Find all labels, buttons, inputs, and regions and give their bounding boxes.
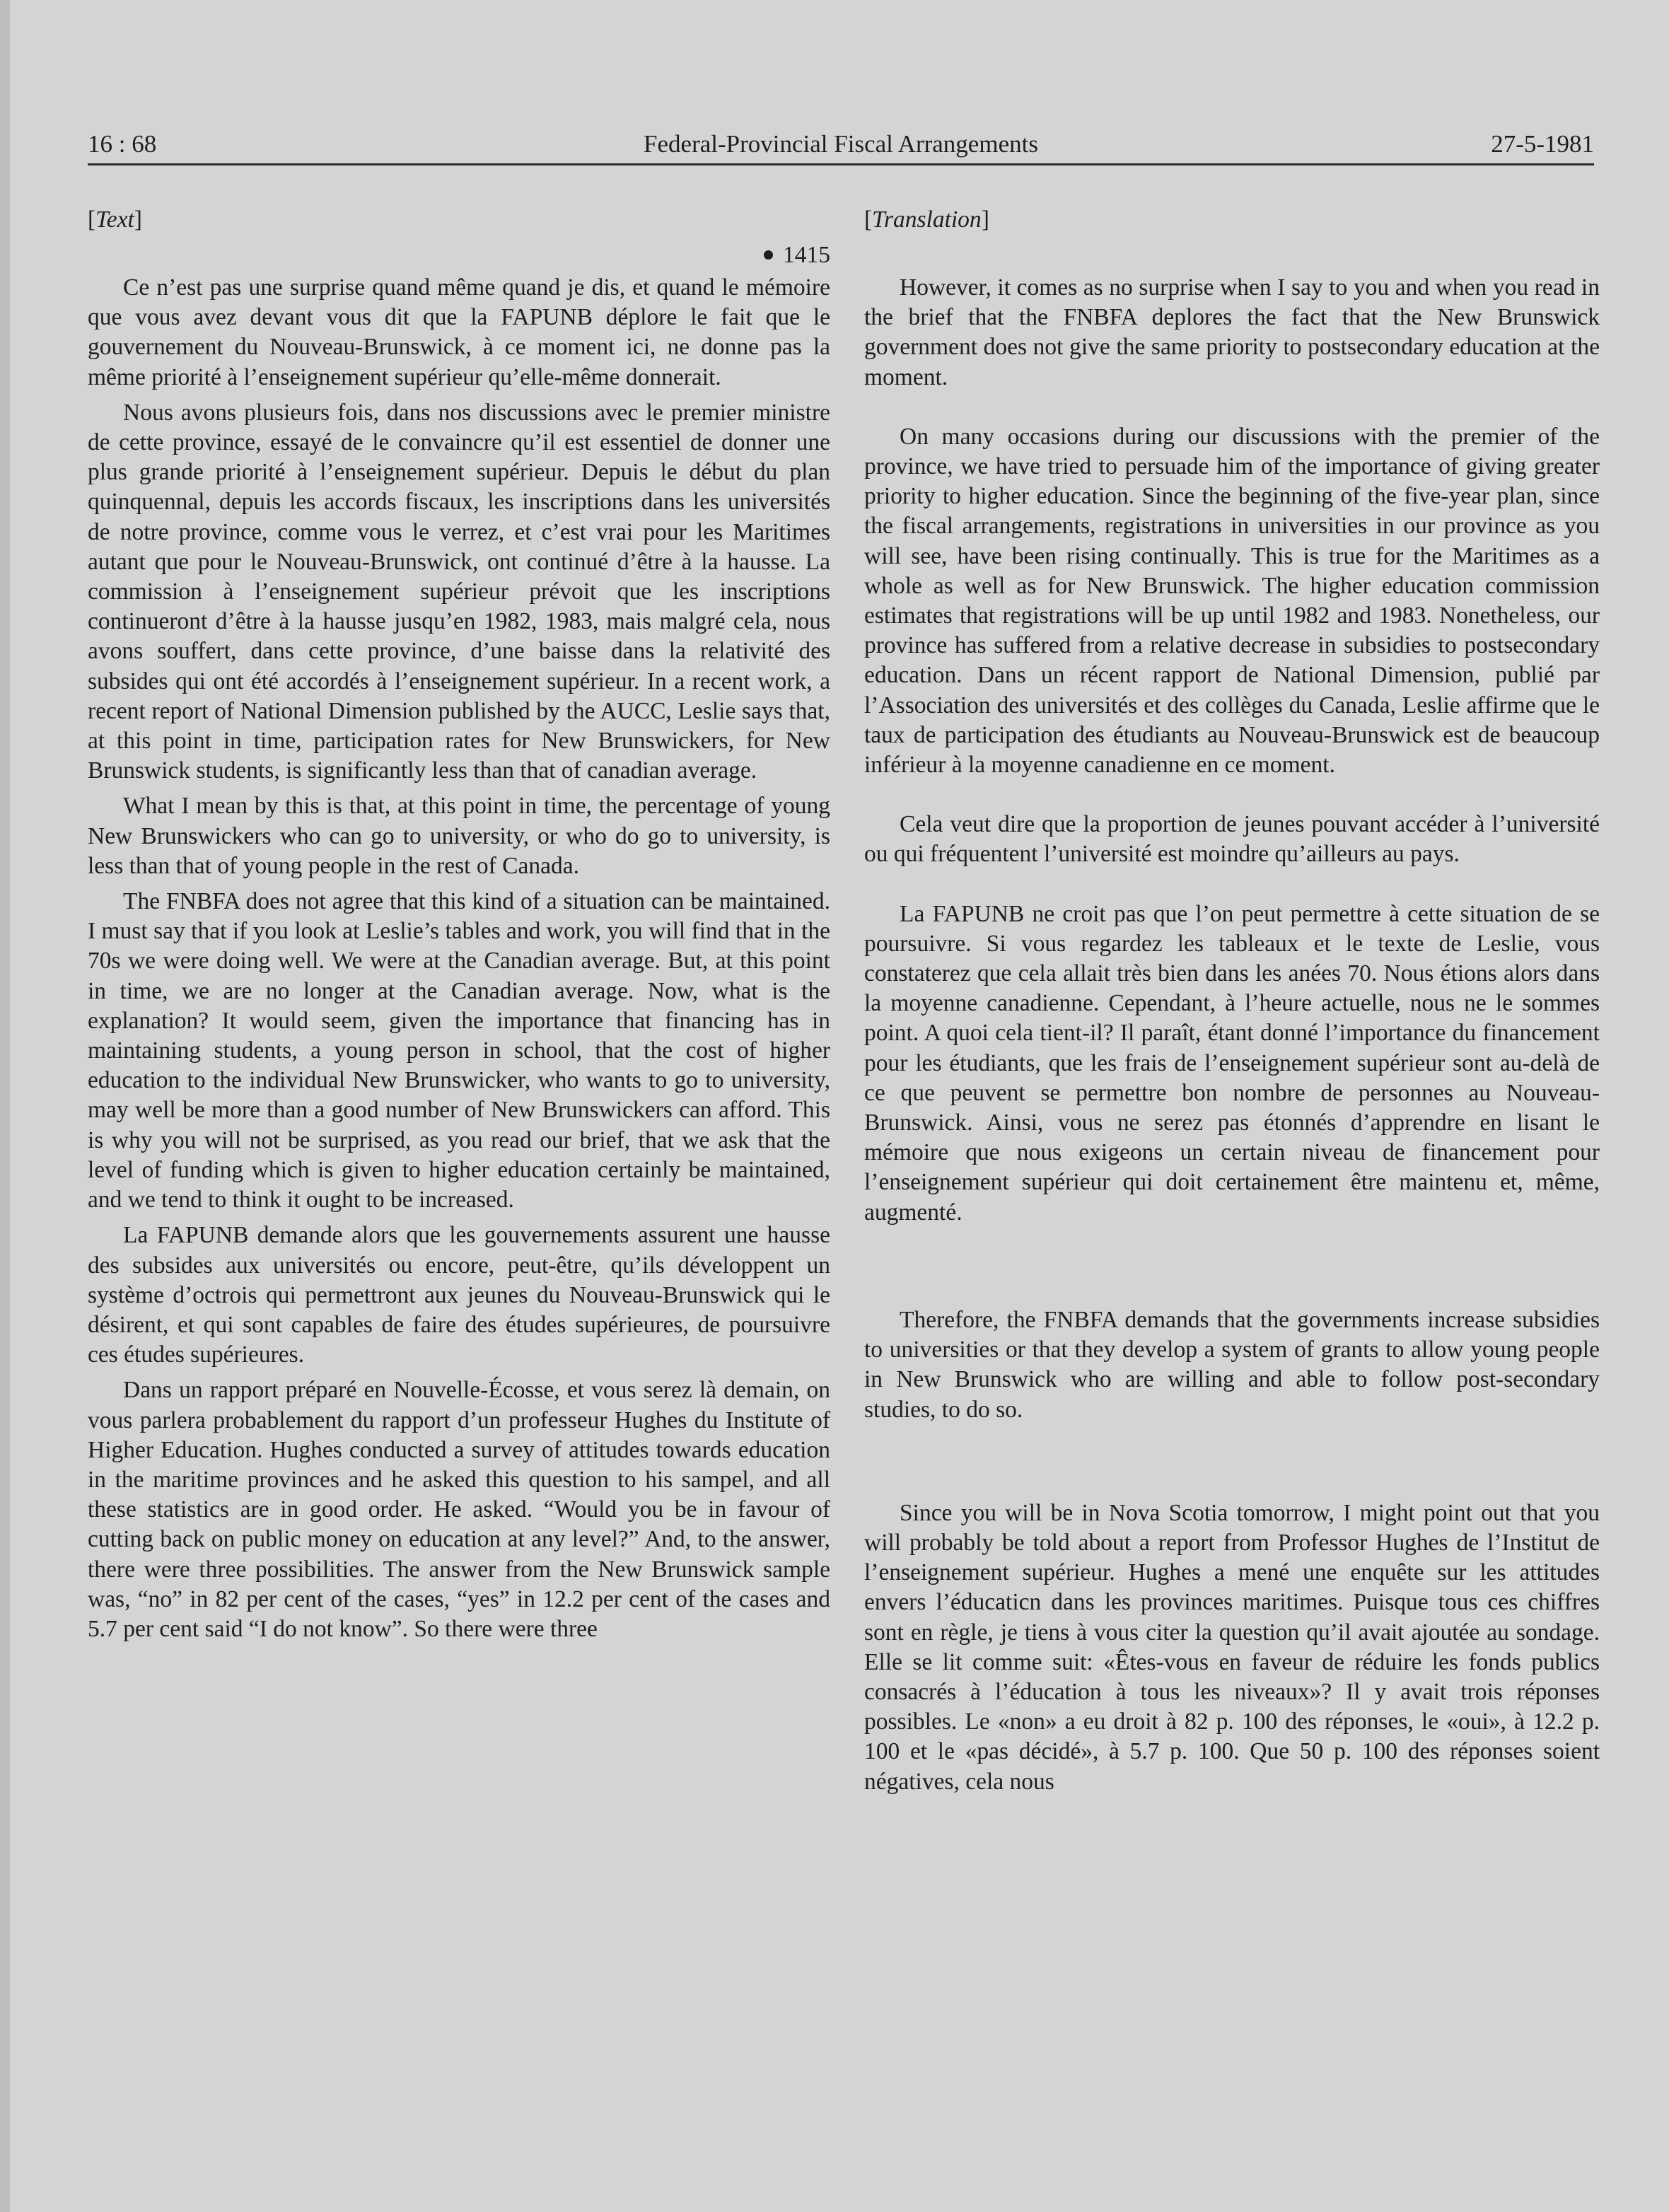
left-paragraph: Dans un rapport préparé en Nouvelle-Écosse, et vous serez là demain, on vous parlera probablement du rapport d’un professeur Hughes du Institute of Higher Education. Hughes conducted a survey of attitudes towards education in the maritime provinces and he asked this question to his sampel, and all these statistics are in good order. He asked. “Would you be in favour of cutting back on public money on education at any level?” And, to the answer, there were three possibilities. The answer from the New Brunswick sample was, “no” in 82 per cent of the cases, “yes” in 12.2 per cent of the cases and 5.7 per cent said “I do not know”. So there were three: [88, 1377, 830, 1642]
page-reference: 16 : 68: [88, 130, 157, 158]
right-paragraph: La FAPUNB ne croit pas que l’on peut permettre à cette situation de se poursuivre. Si vous regardez les tableaux et le texte de Leslie, vous constaterez que cela allait très bien dans les anées 70. Nous étions alors dans la moyenne canadienne. Cependant, à l’heure actuelle, nous ne le sommes point. A quoi cela tient-il? Il paraît, étant donné l’importance du financement pour les étudiants, que les frais de l’enseignement supérieur sont au-delà de ce que peuvent se permettre bon nombre de personnes au Nouveau-Brunswick. Ainsi, vous ne serez pas étonnés d’apprendre en lisant le mémoire que nous exigeons un certain niveau de financement pour l’enseignement supérieur qui doit certainement être maintenu et, même, augmenté.: [864, 900, 1600, 1226]
page-header: [88, 127, 1594, 167]
left-column: [88, 205, 830, 1650]
right-column: [864, 205, 1600, 1797]
left-paragraph: Nous avons plusieurs fois, dans nos discussions avec le premier ministre de cette province, essayé de le convaincre qu’il est essentiel de donner une plus grande priorité à l’enseignement supérieur. Depuis le début du plan quinquennal, depuis les accords fiscaux, les inscriptions dans les universités de notre province, comme vous le verrez, et c’est vrai pour les Maritimes autant que pour le Nouveau-Brunswick, ont continué d’être à la hausse. La commission à l’enseignement supérieur prévoit que les inscriptions continueront d’être à la hausse jusqu’en 1982, 1983, mais malgré cela, nous avons souffert, dans cette province, d’une baisse dans la relativité des subsides qui ont été accordés à l’enseignement supérieur. In a recent work, a recent report of National Dimension published by the AUCC, Leslie says that, at this point in time, participation rates for New Brunswickers, for New Brunswick students, is significantly less than that of canadian average.: [88, 399, 830, 784]
header-rule: [88, 163, 1594, 165]
text-tag: [Text]: [88, 206, 142, 233]
left-paragraph: La FAPUNB demande alors que les gouvernements assurent une hausse des subsides aux universités ou encore, peut-être, qu’ils développent un système d’octrois qui permettront aux jeunes du Nouveau-Brunswick qui le désirent, et qui sont capables de faire des études supérieures, de poursuivre ces études supérieures.: [88, 1222, 830, 1368]
right-paragraph: Since you will be in Nova Scotia tomorrow, I might point out that you will probably be told about a report from Professor Hughes de l’Institut de l’enseignement supérieur. Hughes a mené une enquête sur les attitudes envers l’éducaticn dans les provinces maritimes. Puisque tous ces chiffres sont en règle, je tiens à vous citer la question qu’il avait ajoutée au sondage. Elle se lit comme suit: «Êtes-vous en faveur de réduire les fonds publics consacrés à l’éducation à tous les niveaux»? Il y avait trois réponses possibles. Le «non» a eu droit à 82 p. 100 des réponses, le «oui», à 12.2 p. 100 et le «pas décidé», à 5.7 p. 100. Que 50 p. 100 des réponses soient négatives, cela nous: [864, 1499, 1600, 1795]
left-paragraph: Ce n’est pas une surprise quand même quand je dis, et quand le mémoire que vous avez devant vous dit que la FAPUNB déplore le fait que le gouvernement du Nouveau-Brunswick, à ce moment ici, ne donne pas la même priorité à l’enseignement supérieur qu’elle-même donnerait.: [88, 274, 830, 390]
right-paragraph: On many occasions during our discussions with the premier of the province, we have tried to persuade him of the importance of giving greater priority to higher education. Since the beginning of the five-year plan, since the fiscal arrangements, registrations in universities in our province as you will see, have been rising continually. This is true for the Maritimes as a whole as well as for New Brunswick. The higher education commission estimates that registrations will be up until 1982 and 1983. Nonetheless, our province has suffered from a relative decrease in subsidies to postsecondary education. Dans un récent rapport de National Dimension, publié par l’Association des universités et des collèges du Canada, Leslie affirme que le taux de participation des étudiants au Nouveau-Brunswick est de beaucoup inférieur à la moyenne canadienne en ce moment.: [864, 423, 1600, 779]
left-paragraph: What I mean by this is that, at this point in time, the percentage of young New Brunswickers who can go to university, or who do go to university, is less than that of young people in the rest of Canada.: [88, 793, 830, 879]
page-edge: [0, 0, 10, 2212]
right-paragraph: Therefore, the FNBFA demands that the governments increase subsidies to universities or that they develop a system of grants to allow young people in New Brunswick who are willing and able to follow post-secondary studies, to do so.: [864, 1306, 1600, 1423]
bullet-icon: [764, 250, 773, 260]
left-paragraph: The FNBFA does not agree that this kind of a situation can be maintained. I must say that if you look at Leslie’s tables and work, you will find that in the 70s we were doing well. We were at the Canadian average. But, at this point in time, we are no longer at the Canadian average. Now, what is the explanation? It would seem, given the importance that financing has in maintaining students, a young person in school, that the cost of higher education to the individual New Brunswicker, who wants to go to university, may well be more than a good number of New Brunswickers can afford. This is why you will not be surprised, as you read our brief, that we ask that the level of funding which is given to higher education certainly be maintained, and we tend to think it ought to be increased.: [88, 888, 830, 1213]
page-date: 27-5-1981: [1491, 130, 1594, 158]
time-marker: 1415: [88, 240, 830, 273]
translation-tag: [Translation]: [864, 206, 989, 233]
page-title: Federal-Provincial Fiscal Arrangements: [644, 130, 1038, 158]
right-paragraph: Cela veut dire que la proportion de jeunes pouvant accéder à l’université ou qui fréquentent l’université est moindre qu’ailleurs au pays.: [864, 811, 1600, 868]
right-paragraph: However, it comes as no surprise when I say to you and when you read in the brief that the FNBFA deplores the fact that the New Brunswick government does not give the same priority to postsecondary education at the moment.: [864, 274, 1600, 390]
